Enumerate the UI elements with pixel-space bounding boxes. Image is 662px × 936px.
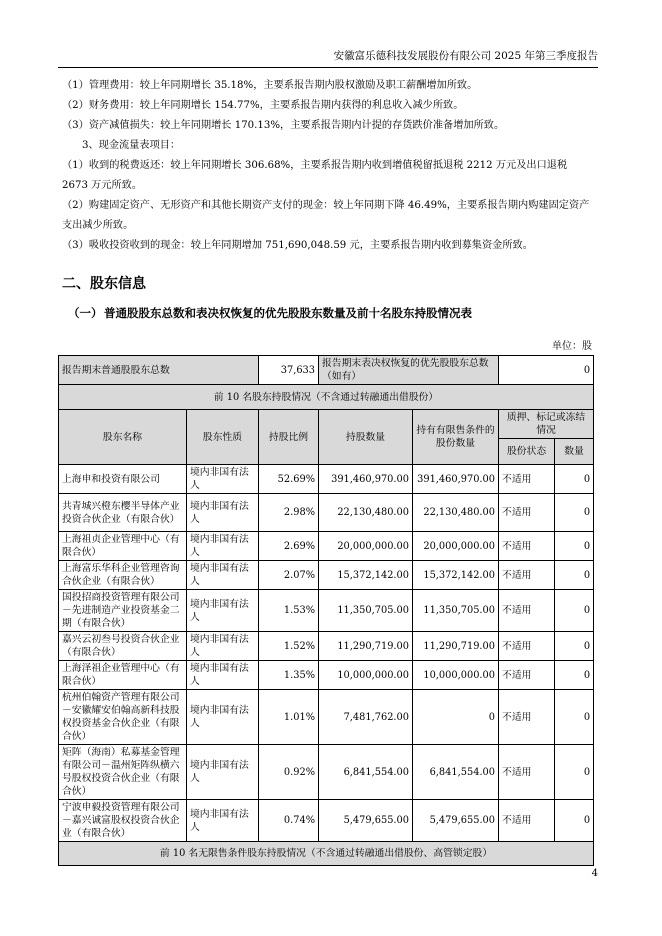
page-header: 安徽富乐德科技发展股份有限公司 2025 年第三季度报告 xyxy=(58,48,598,68)
common-holders-value: 37,633 xyxy=(259,356,319,385)
header-nature: 股东性质 xyxy=(187,410,259,465)
restricted-quantity: 0 xyxy=(413,690,499,745)
shareholder-name: 上海申和投资有限公司 xyxy=(59,465,187,494)
header-quantity: 持股数量 xyxy=(319,410,413,465)
pledge-quantity: 0 xyxy=(555,745,594,800)
restricted-quantity: 15,372,142.00 xyxy=(413,561,499,590)
holding-ratio: 2.98% xyxy=(259,494,319,532)
subsection-text: 普通股股东总数和表决权恢复的优先股股东数量及前十名股东持股情况表 xyxy=(104,306,472,320)
shareholder-nature: 境内非国有法人 xyxy=(187,661,259,690)
footer-title-row xyxy=(59,842,594,866)
table-row xyxy=(59,465,594,494)
shareholder-table xyxy=(58,355,594,866)
restricted-quantity: 11,290,719.00 xyxy=(413,632,499,661)
shareholder-name: 共青城兴橙东樱半导体产业投资合伙企业（有限合伙） xyxy=(59,494,187,532)
header-row xyxy=(59,410,594,439)
shareholder-name: 宁波申毅投资管理有限公司－嘉兴诚富股权投资合伙企业（有限合伙） xyxy=(59,800,187,842)
holding-ratio: 1.01% xyxy=(259,690,319,745)
header-pledge-status: 股份状态 xyxy=(499,439,555,465)
shareholder-name: 上海富乐华科企业管理咨询合伙企业（有限合伙） xyxy=(59,561,187,590)
shareholder-nature: 境内非国有法人 xyxy=(187,690,259,745)
pledge-status: 不适用 xyxy=(499,690,555,745)
table-row xyxy=(59,590,594,632)
page-number: 4 xyxy=(591,868,598,879)
holding-ratio: 1.35% xyxy=(259,661,319,690)
header-pledge-group: 质押、标记或冻结情况 xyxy=(499,410,594,439)
summary-row xyxy=(59,356,594,385)
holding-quantity: 15,372,142.00 xyxy=(319,561,413,590)
table-row xyxy=(59,632,594,661)
holding-ratio: 0.92% xyxy=(259,745,319,800)
holding-ratio: 0.74% xyxy=(259,800,319,842)
shareholder-name: 上海祖贞企业管理中心（有限合伙） xyxy=(59,532,187,561)
pledge-status: 不适用 xyxy=(499,800,555,842)
holding-ratio: 1.53% xyxy=(259,590,319,632)
shareholder-nature: 境内非国有法人 xyxy=(187,465,259,494)
holding-ratio: 2.69% xyxy=(259,532,319,561)
pledge-quantity: 0 xyxy=(555,561,594,590)
holding-quantity: 20,000,000.00 xyxy=(319,532,413,561)
pledge-status: 不适用 xyxy=(499,632,555,661)
pledge-status: 不适用 xyxy=(499,590,555,632)
analysis-paragraphs xyxy=(62,76,594,256)
holding-quantity: 11,290,719.00 xyxy=(319,632,413,661)
restricted-quantity: 11,350,705.00 xyxy=(413,590,499,632)
paragraph: （3）资产减值损失：较上年同期增长 170.13%，主要系报告期内计提的存货跌价准备增加所致。 xyxy=(62,120,505,131)
shareholder-nature: 境内非国有法人 xyxy=(187,532,259,561)
pledge-quantity: 0 xyxy=(555,465,594,494)
preferred-holders-value: 0 xyxy=(499,356,594,385)
restricted-quantity: 5,479,655.00 xyxy=(413,800,499,842)
shareholder-nature: 境内非国有法人 xyxy=(187,494,259,532)
restricted-quantity: 391,460,970.00 xyxy=(413,465,499,494)
table-row xyxy=(59,661,594,690)
common-holders-label: 报告期末普通股股东总数 xyxy=(59,356,259,385)
holding-quantity: 7,481,762.00 xyxy=(319,690,413,745)
shareholder-name: 上海泽祖企业管理中心（有限合伙） xyxy=(59,661,187,690)
restricted-quantity: 22,130,480.00 xyxy=(413,494,499,532)
holding-ratio: 52.69% xyxy=(259,465,319,494)
paragraph: （2）财务费用：较上年同期增长 154.77%，主要系报告期内获得的利息收入减少所致。 xyxy=(62,100,464,111)
paragraph: （2）购建固定资产、无形资产和其他长期资产支付的现金：较上年同期下降 46.49%，主要系报告期内购建固定资产支出减少所致。 xyxy=(62,200,590,231)
restricted-quantity: 20,000,000.00 xyxy=(413,532,499,561)
pledge-quantity: 0 xyxy=(555,690,594,745)
pledge-status: 不适用 xyxy=(499,494,555,532)
pledge-status: 不适用 xyxy=(499,661,555,690)
restricted-quantity: 6,841,554.00 xyxy=(413,745,499,800)
holding-quantity: 391,460,970.00 xyxy=(319,465,413,494)
shareholder-nature: 境内非国有法人 xyxy=(187,561,259,590)
shareholder-nature: 境内非国有法人 xyxy=(187,590,259,632)
pledge-quantity: 0 xyxy=(555,532,594,561)
top10-title-row xyxy=(59,385,594,410)
shareholder-name: 杭州伯翰资产管理有限公司－安徽耀安伯翰高新科技股权投资基金合伙企业（有限合伙） xyxy=(59,690,187,745)
table-row xyxy=(59,745,594,800)
header-ratio: 持股比例 xyxy=(259,410,319,465)
pledge-quantity: 0 xyxy=(555,661,594,690)
shareholder-name: 国投招商投资管理有限公司－先进制造产业投资基金二期（有限合伙） xyxy=(59,590,187,632)
pledge-status: 不适用 xyxy=(499,561,555,590)
shareholder-nature: 境内非国有法人 xyxy=(187,632,259,661)
holding-quantity: 10,000,000.00 xyxy=(319,661,413,690)
section-title: 二、股东信息 xyxy=(62,276,146,292)
pledge-status: 不适用 xyxy=(499,532,555,561)
table-row xyxy=(59,532,594,561)
shareholder-nature: 境内非国有法人 xyxy=(187,745,259,800)
shareholder-nature: 境内非国有法人 xyxy=(187,800,259,842)
header-name: 股东名称 xyxy=(59,410,187,465)
header-restricted: 持有有限售条件的股份数量 xyxy=(413,410,499,465)
restricted-quantity: 10,000,000.00 xyxy=(413,661,499,690)
paragraph: （1）管理费用：较上年同期增长 35.18%，主要系报告期内股权激励及职工薪酬增加所致。 xyxy=(62,80,478,91)
table-row xyxy=(59,494,594,532)
table-row xyxy=(59,800,594,842)
pledge-quantity: 0 xyxy=(555,494,594,532)
pledge-quantity: 0 xyxy=(555,800,594,842)
top10-title: 前 10 名股东持股情况（不含通过转融通出借股份） xyxy=(59,385,594,410)
unit-label: 单位：股 xyxy=(552,341,592,352)
subsection-number: （一） xyxy=(68,306,103,320)
paragraph: （3）吸收投资收到的现金：较上年同期增加 751,690,048.59 元，主要系报告期内收到募集资金所致。 xyxy=(62,240,533,251)
table-row xyxy=(59,690,594,745)
holding-quantity: 6,841,554.00 xyxy=(319,745,413,800)
paragraph-heading: 3、现金流量表项目： xyxy=(82,140,181,151)
holding-ratio: 1.52% xyxy=(259,632,319,661)
holding-quantity: 11,350,705.00 xyxy=(319,590,413,632)
pledge-quantity: 0 xyxy=(555,590,594,632)
top10-unrestricted-title: 前 10 名无限售条件股东持股情况（不含通过转融通出借股份、高管锁定股） xyxy=(59,842,594,866)
table-row xyxy=(59,561,594,590)
shareholder-name: 矩阵（海南）私募基金管理有限公司－温州矩阵纵横六号股权投资合伙企业（有限合伙） xyxy=(59,745,187,800)
pledge-quantity: 0 xyxy=(555,632,594,661)
paragraph: （1）收到的税费返还：较上年同期增长 306.68%，主要系报告期内收到增值税留抵退税 2212 万元及出口退税 2673 万元所致。 xyxy=(62,160,568,191)
header-pledge-qty: 数量 xyxy=(555,439,594,465)
pledge-status: 不适用 xyxy=(499,465,555,494)
holding-quantity: 22,130,480.00 xyxy=(319,494,413,532)
holding-quantity: 5,479,655.00 xyxy=(319,800,413,842)
preferred-holders-label: 报告期末表决权恢复的优先股股东总数（如有） xyxy=(319,356,499,385)
subsection-title xyxy=(68,305,472,321)
shareholder-name: 嘉兴云初叁号投资合伙企业（有限合伙） xyxy=(59,632,187,661)
pledge-status: 不适用 xyxy=(499,745,555,800)
holding-ratio: 2.07% xyxy=(259,561,319,590)
